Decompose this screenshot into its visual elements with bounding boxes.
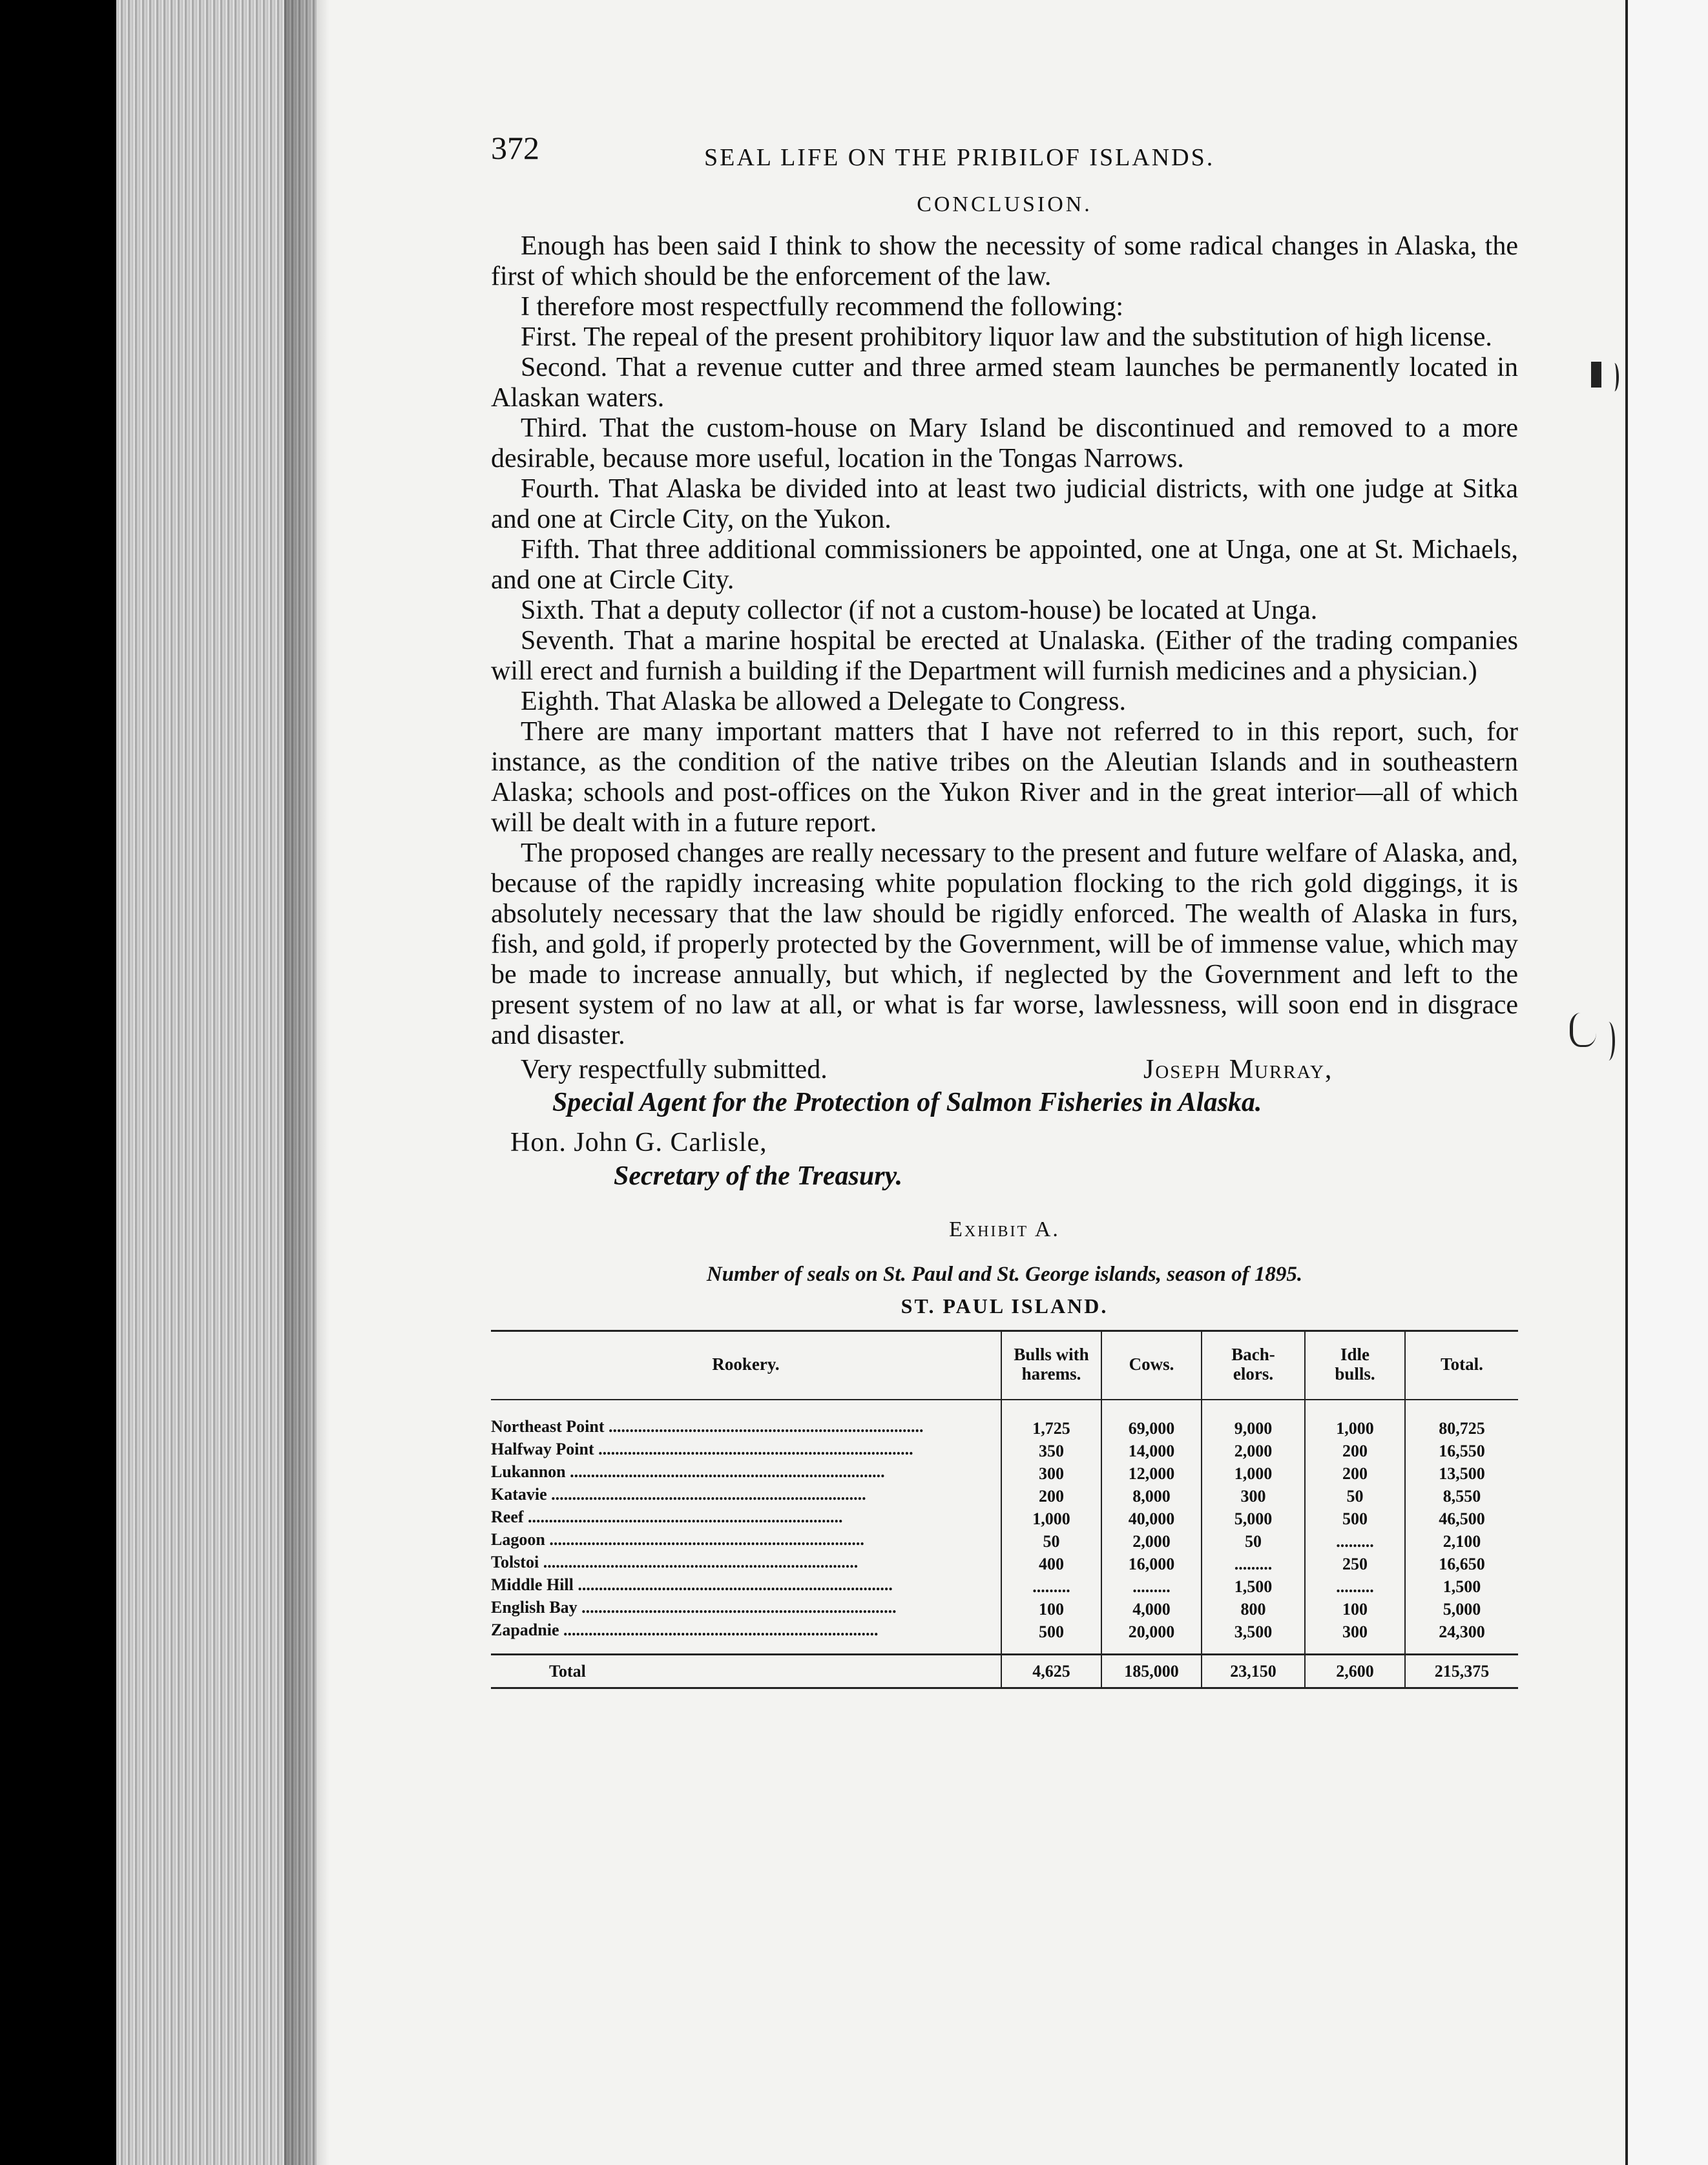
total-label: Total xyxy=(491,1655,1001,1688)
table-cell: 46,500 xyxy=(1405,1507,1518,1530)
table-cell: 1,000 xyxy=(1305,1400,1405,1440)
table-cell: 300 xyxy=(1001,1462,1101,1485)
column-header: Total. xyxy=(1405,1331,1518,1400)
paragraph: The proposed changes are really necessary to the present and future welfare of Alaska, and, because of the rapidly increasing white population flocking to the rich gold diggings, it is absolutely necessary that the law should be rigidly enforced. The wealth of Alaska in furs, fish, and gold, if properly protected by the Government, will be of immense value, which may be made to increase annually, but which, if neglected by the Government and left to the present system of no law at all, or what is far worse, lawlessness, will soon end in disgrace and disaster. xyxy=(491,838,1518,1050)
seal-count-table xyxy=(491,1330,1518,1689)
table-cell: 2,100 xyxy=(1405,1530,1518,1553)
table-cell: 500 xyxy=(1001,1621,1101,1655)
paragraph: There are many important matters that I have not referred to in this report, such, for instance, as the condition of the native tribes on the Aleutian Islands and in southeastern Alaska; schools and post-offices on the Yukon River and in the great interior—all of which will be dealt with in a future report. xyxy=(491,717,1518,838)
table-row xyxy=(491,1400,1518,1440)
column-header: Bach- elors. xyxy=(1202,1331,1305,1400)
column-header: Idle bulls. xyxy=(1305,1331,1405,1400)
paragraph: First. The repeal of the present prohibitory liquor law and the substitution of high license. xyxy=(521,322,1492,352)
rookery-name: Tolstoi ..... xyxy=(491,1553,1001,1575)
table-cell: 8,550 xyxy=(1405,1485,1518,1507)
table-cell: 215,375 xyxy=(1405,1655,1518,1688)
paragraph: Sixth. That a deputy collector (if not a custom-house) be located at Unga. xyxy=(521,596,1318,625)
rookery-name: Middle Hill ..... xyxy=(491,1575,1001,1598)
table-cell: 2,600 xyxy=(1305,1655,1405,1688)
rookery-name: Northeast Point ..... xyxy=(491,1400,1001,1440)
paragraph: Seventh. That a marine hospital be erected at Unalaska. (Either of the trading companies will erect and furnish a building if the Department will furnish medicines and a physician.) xyxy=(491,626,1518,686)
table-cell: 300 xyxy=(1305,1621,1405,1655)
paragraph: Second. That a revenue cutter and three armed steam launches be permanently located in Alaskan waters. xyxy=(491,353,1518,413)
table-cell: 8,000 xyxy=(1101,1485,1202,1507)
table-cell: 12,000 xyxy=(1101,1462,1202,1485)
rookery-name: Halfway Point ..... xyxy=(491,1440,1001,1462)
gutter-shadow xyxy=(284,0,329,2165)
table-cell: 13,500 xyxy=(1405,1462,1518,1485)
closing-text: Very respectfully submitted. xyxy=(521,1055,828,1084)
table-row xyxy=(491,1575,1518,1598)
table-row xyxy=(491,1598,1518,1621)
table-cell: 2,000 xyxy=(1101,1530,1202,1553)
table-cell: 50 xyxy=(1202,1530,1305,1553)
signatory-title: Special Agent for the Protection of Salmon Fisheries in Alaska. xyxy=(552,1088,1262,1117)
signoff-line xyxy=(491,1053,1518,1086)
table-cell: 400 xyxy=(1001,1553,1101,1575)
table-cell: ......... xyxy=(1305,1575,1405,1598)
table-body xyxy=(491,1400,1518,1655)
table-cell: 300 xyxy=(1202,1485,1305,1507)
table-cell: 5,000 xyxy=(1405,1598,1518,1621)
scan-artifact-mark xyxy=(1570,1013,1596,1047)
table-row xyxy=(491,1440,1518,1462)
paragraph: Eighth. That Alaska be allowed a Delegate to Congress. xyxy=(521,687,1126,716)
table-cell: 20,000 xyxy=(1101,1621,1202,1655)
table-cell: 23,150 xyxy=(1202,1655,1305,1688)
table-cell: 16,650 xyxy=(1405,1553,1518,1575)
table-cell: 100 xyxy=(1001,1598,1101,1621)
table-cell: 350 xyxy=(1001,1440,1101,1462)
table-cell: 1,000 xyxy=(1202,1462,1305,1485)
table-cell: ......... xyxy=(1001,1575,1101,1598)
section-heading: CONCLUSION. xyxy=(917,192,1092,216)
paragraph: Fourth. That Alaska be divided into at least two judicial districts, with one judge at Sitka and one at Circle City, on the Yukon. xyxy=(491,474,1518,534)
table-cell: ......... xyxy=(1101,1575,1202,1598)
page-content xyxy=(491,129,1518,1689)
table-row xyxy=(491,1621,1518,1655)
table-caption: Number of seals on St. Paul and St. George islands, season of 1895. xyxy=(706,1263,1303,1286)
table-cell: 16,550 xyxy=(1405,1440,1518,1462)
signatory-name: Joseph Murray, xyxy=(1143,1055,1333,1084)
body-text xyxy=(491,231,1518,1051)
table-cell: 500 xyxy=(1305,1507,1405,1530)
table-row xyxy=(491,1462,1518,1485)
facing-page-strip xyxy=(1628,0,1708,2165)
rookery-name: Zapadnie ..... xyxy=(491,1621,1001,1655)
column-header: Bulls with harems. xyxy=(1001,1331,1101,1400)
table-total-row xyxy=(491,1655,1518,1688)
table-row xyxy=(491,1553,1518,1575)
table-row xyxy=(491,1485,1518,1507)
table-cell: 5,000 xyxy=(1202,1507,1305,1530)
running-title: SEAL LIFE ON THE PRIBILOF ISLANDS. xyxy=(704,144,1215,171)
table-cell: 200 xyxy=(1305,1440,1405,1462)
table-cell: 9,000 xyxy=(1202,1400,1305,1440)
rookery-name: English Bay ..... xyxy=(491,1598,1001,1621)
table-cell: 40,000 xyxy=(1101,1507,1202,1530)
island-heading: ST. PAUL ISLAND. xyxy=(901,1294,1109,1318)
paragraph: I therefore most respectfully recommend the following: xyxy=(521,292,1124,322)
scan-artifact-mark xyxy=(1602,1022,1615,1061)
table-row xyxy=(491,1530,1518,1553)
rookery-name: Lagoon ..... xyxy=(491,1530,1001,1553)
table-cell: 24,300 xyxy=(1405,1621,1518,1655)
addressee-title: Secretary of the Treasury. xyxy=(614,1161,903,1191)
table-cell: 250 xyxy=(1305,1553,1405,1575)
rookery-name: Reef ..... xyxy=(491,1507,1001,1530)
column-header: Cows. xyxy=(1101,1331,1202,1400)
table-cell: ......... xyxy=(1202,1553,1305,1575)
table-cell: ......... xyxy=(1305,1530,1405,1553)
rookery-name: Lukannon ..... xyxy=(491,1462,1001,1485)
column-header: Rookery. xyxy=(491,1331,1001,1400)
exhibit-heading: Exhibit A. xyxy=(949,1217,1060,1241)
table-cell: 200 xyxy=(1305,1462,1405,1485)
table-cell: 1,500 xyxy=(1405,1575,1518,1598)
running-head xyxy=(491,129,1518,181)
table-cell: 4,625 xyxy=(1001,1655,1101,1688)
table-cell: 3,500 xyxy=(1202,1621,1305,1655)
table-cell: 50 xyxy=(1305,1485,1405,1507)
addressee-name: Hon. John G. Carlisle, xyxy=(510,1128,767,1157)
table-cell: 200 xyxy=(1001,1485,1101,1507)
table-header-row xyxy=(491,1331,1518,1400)
table-cell: 50 xyxy=(1001,1530,1101,1553)
scan-artifact-mark xyxy=(1610,363,1619,391)
scan-artifact-mark xyxy=(1591,362,1601,388)
paragraph: Third. That the custom-house on Mary Island be discontinued and removed to a more desirable, because more useful, location in the Tongas Narrows. xyxy=(491,413,1518,473)
table-cell: 14,000 xyxy=(1101,1440,1202,1462)
table-row xyxy=(491,1507,1518,1530)
paragraph: Enough has been said I think to show the necessity of some radical changes in Alaska, the first of which should be the enforcement of the law. xyxy=(491,231,1518,291)
table-cell: 1,725 xyxy=(1001,1400,1101,1440)
table-cell: 4,000 xyxy=(1101,1598,1202,1621)
table-cell: 69,000 xyxy=(1101,1400,1202,1440)
page-number: 372 xyxy=(491,130,539,166)
table-cell: 1,500 xyxy=(1202,1575,1305,1598)
table-cell: 2,000 xyxy=(1202,1440,1305,1462)
paragraph: Fifth. That three additional commissioners be appointed, one at Unga, one at St. Michaels, and one at Circle City. xyxy=(491,535,1518,595)
table-cell: 16,000 xyxy=(1101,1553,1202,1575)
table-cell: 100 xyxy=(1305,1598,1405,1621)
table-cell: 80,725 xyxy=(1405,1400,1518,1440)
table-cell: 185,000 xyxy=(1101,1655,1202,1688)
rookery-name: Katavie ..... xyxy=(491,1485,1001,1507)
table-cell: 800 xyxy=(1202,1598,1305,1621)
table-cell: 1,000 xyxy=(1001,1507,1101,1530)
